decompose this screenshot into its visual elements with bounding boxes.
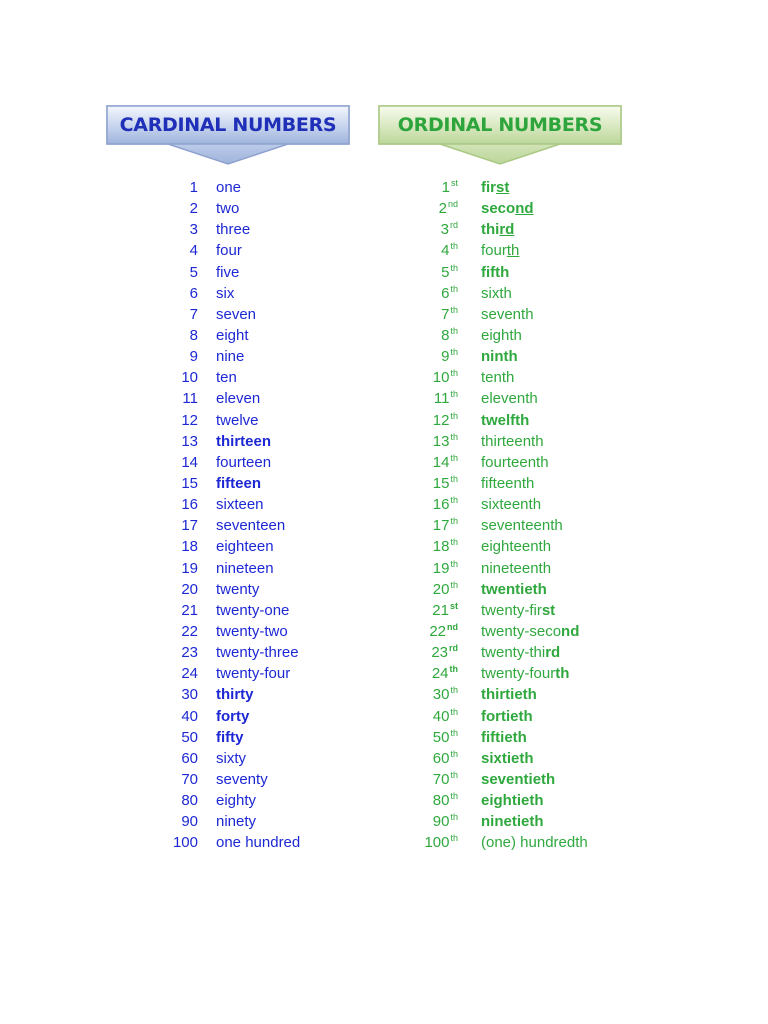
ordinal-number: 5th [441, 262, 458, 281]
ordinal-header: ORDINAL NUMBERS [397, 114, 603, 136]
ordinal-number: 2nd [438, 199, 458, 218]
ordinal-word: second [481, 200, 534, 218]
ordinal-suffix: th [449, 664, 458, 675]
cardinal-number: 80 [181, 792, 198, 810]
table-row [0, 325, 768, 346]
table-row [0, 663, 768, 684]
ordinal-word: ninetieth [481, 813, 544, 831]
cardinal-number: 9 [189, 348, 198, 366]
ordinal-number: 8th [441, 325, 458, 344]
number-table [0, 177, 768, 854]
cardinal-word: three [216, 221, 251, 239]
cardinal-number: 5 [189, 263, 198, 281]
cardinal-number: 17 [181, 517, 198, 535]
cardinal-number: 12 [181, 411, 198, 429]
ordinal-suffix: th [450, 558, 458, 569]
table-row [0, 600, 768, 621]
cardinal-header: CARDINAL NUMBERS [119, 114, 337, 136]
ordinal-word: fifth [481, 263, 510, 281]
ordinal-suffix: th [450, 241, 458, 252]
ordinal-suffix: th [450, 410, 458, 421]
ordinal-number: 60th [432, 748, 458, 767]
cardinal-word: sixty [216, 749, 246, 767]
ordinal-suffix: th [450, 368, 458, 379]
ordinal-word: third [481, 221, 515, 239]
table-row [0, 748, 768, 769]
cardinal-number: 15 [181, 474, 198, 492]
cardinal-word: fourteen [216, 453, 272, 471]
cardinal-word: five [216, 263, 240, 281]
table-row [0, 642, 768, 663]
table-row [0, 431, 768, 452]
ordinal-suffix: th [450, 431, 458, 442]
ordinal-suffix: th [450, 495, 458, 506]
table-row [0, 452, 768, 473]
cardinal-number: 21 [181, 601, 198, 619]
ordinal-suffix: nd [447, 621, 458, 632]
table-row [0, 367, 768, 388]
ordinal-word: sixtieth [481, 749, 534, 767]
ordinal-number: 40th [432, 706, 458, 725]
cardinal-word: thirty [216, 686, 254, 704]
ordinal-numbers-banner [377, 104, 623, 166]
ordinal-word: sixth [481, 284, 512, 302]
ordinal-word: eighteenth [481, 538, 552, 556]
ordinal-suffix: rd [449, 643, 458, 654]
ordinal-number: 15th [432, 473, 458, 492]
table-row [0, 621, 768, 642]
cardinal-number: 24 [181, 665, 198, 683]
cardinal-word: seventy [216, 770, 268, 788]
cardinal-word: one [216, 179, 242, 196]
cardinal-word: seven [216, 305, 257, 323]
cardinal-number: 100 [172, 834, 198, 852]
ordinal-word: eighth [481, 326, 522, 344]
cardinal-number: 90 [181, 813, 198, 831]
ordinal-suffix: th [450, 389, 458, 400]
ordinal-number: 20th [432, 579, 458, 598]
table-row [0, 769, 768, 790]
cardinal-word: eight [216, 326, 249, 344]
table-row [0, 790, 768, 811]
ordinal-number: 80th [432, 791, 458, 810]
ordinal-word: ninth [481, 348, 518, 366]
cardinal-number: 1 [189, 179, 198, 196]
ordinal-suffix: th [450, 706, 458, 717]
ordinal-number: 100th [424, 833, 458, 852]
ordinal-number: 16th [432, 495, 458, 514]
cardinal-number: 30 [181, 686, 198, 704]
table-row [0, 558, 768, 579]
cardinal-number: 11 [182, 390, 198, 408]
ordinal-number: 21st [432, 600, 458, 619]
cardinal-numbers-banner [105, 104, 351, 166]
ordinal-word: tenth [481, 369, 515, 387]
cardinal-number: 20 [181, 580, 198, 598]
ordinal-number: 90th [432, 812, 458, 831]
cardinal-number: 50 [181, 728, 198, 746]
table-row [0, 304, 768, 325]
cardinal-number: 13 [181, 432, 198, 450]
cardinal-word: ninety [216, 813, 257, 831]
ordinal-number: 50th [432, 727, 458, 746]
table-row [0, 346, 768, 367]
ordinal-word: fortieth [481, 707, 533, 725]
ordinal-word: fiftieth [481, 728, 527, 746]
table-row [0, 494, 768, 515]
cardinal-number: 70 [181, 770, 198, 788]
ordinal-word: twentieth [481, 580, 547, 598]
ordinal-suffix: th [450, 304, 458, 315]
table-row [0, 473, 768, 494]
cardinal-word: nine [216, 348, 245, 366]
ordinal-word: seventeenth [481, 517, 563, 535]
ordinal-word: seventieth [481, 770, 556, 788]
ordinal-suffix: nd [447, 199, 458, 210]
ordinal-suffix: st [449, 600, 458, 611]
ordinal-suffix: th [450, 473, 458, 484]
ordinal-number: 13th [432, 431, 458, 450]
cardinal-word: two [216, 200, 240, 218]
cardinal-word: twelve [216, 411, 259, 429]
ordinal-word: sixteenth [481, 496, 542, 514]
table-row [0, 536, 768, 557]
ordinal-number: 23rd [431, 643, 458, 662]
ordinal-number: 9th [441, 347, 458, 366]
cardinal-word: forty [216, 707, 250, 725]
ordinal-suffix: th [450, 685, 458, 696]
table-row [0, 198, 768, 219]
ordinal-suffix: rd [449, 220, 458, 231]
cardinal-word: four [216, 242, 242, 260]
cardinal-number: 2 [189, 200, 198, 218]
cardinal-number: 6 [189, 284, 198, 302]
ordinal-suffix: th [450, 833, 458, 844]
cardinal-word: seventeen [216, 517, 286, 535]
table-row [0, 727, 768, 748]
cardinal-number: 7 [189, 305, 198, 323]
ordinal-word: fifteenth [481, 474, 535, 492]
ordinal-suffix: th [450, 325, 458, 336]
ordinal-number: 22nd [429, 621, 458, 640]
ordinal-suffix: th [450, 516, 458, 527]
cardinal-word: six [216, 284, 235, 302]
ordinal-word: first [481, 179, 510, 196]
cardinal-number: 60 [181, 749, 198, 767]
ordinal-word: eleventh [481, 390, 538, 408]
ordinal-suffix: th [450, 579, 458, 590]
ordinal-word: fourteenth [481, 453, 549, 471]
cardinal-word: eighty [216, 792, 257, 810]
cardinal-number: 4 [189, 242, 198, 260]
cardinal-word: eleven [216, 390, 261, 408]
ordinal-word: twenty-first [481, 601, 556, 619]
cardinal-word: twenty-three [216, 644, 299, 662]
ordinal-word: twenty-third [481, 644, 561, 662]
cardinal-number: 16 [181, 496, 198, 514]
cardinal-word: one hundred [216, 834, 301, 852]
cardinal-number: 3 [189, 221, 198, 239]
ordinal-number: 18th [432, 537, 458, 556]
table-row [0, 706, 768, 727]
cardinal-word: twenty [216, 580, 260, 598]
table-row [0, 388, 768, 409]
ordinal-word: eightieth [481, 792, 544, 810]
table-row [0, 410, 768, 431]
table-row [0, 219, 768, 240]
ordinal-word: twenty-fourth [481, 665, 570, 683]
ordinal-number: 70th [432, 769, 458, 788]
ordinal-number: 3rd [440, 220, 458, 239]
ordinal-word: thirteenth [481, 432, 544, 450]
cardinal-word: twenty-one [216, 601, 290, 619]
cardinal-number: 10 [181, 369, 198, 387]
ordinal-number: 19th [432, 558, 458, 577]
cardinal-word: thirteen [216, 432, 272, 450]
table-row [0, 283, 768, 304]
ordinal-word: seventh [481, 305, 534, 323]
table-row [0, 177, 768, 198]
ordinal-number: 30th [432, 685, 458, 704]
ordinal-number: 14th [432, 452, 458, 471]
ordinal-suffix: th [450, 812, 458, 823]
ordinal-number: 24th [431, 664, 458, 683]
cardinal-number: 40 [181, 707, 198, 725]
cardinal-number: 14 [181, 453, 198, 471]
table-row [0, 811, 768, 832]
cardinal-word: twenty-four [216, 665, 291, 683]
table-row [0, 515, 768, 536]
ordinal-number: 17th [432, 516, 458, 535]
cardinal-number: 19 [181, 559, 198, 577]
ordinal-suffix: th [450, 283, 458, 294]
ordinal-word: thirtieth [481, 686, 537, 704]
table-row [0, 579, 768, 600]
ordinal-number: 4th [441, 241, 458, 260]
ordinal-word: twenty-second [481, 622, 580, 640]
ordinal-number: 11th [433, 389, 458, 408]
ordinal-number: 12th [432, 410, 458, 429]
ordinal-suffix: th [450, 537, 458, 548]
table-row [0, 262, 768, 283]
table-row [0, 240, 768, 261]
cardinal-word: nineteen [216, 559, 274, 577]
ordinal-number: 10th [432, 368, 458, 387]
cardinal-word: fifteen [216, 474, 261, 492]
ordinal-number: 7th [441, 304, 458, 323]
cardinal-number: 18 [181, 538, 198, 556]
table-row [0, 684, 768, 705]
cardinal-number: 8 [189, 326, 198, 344]
ordinal-suffix: th [450, 347, 458, 358]
cardinal-word: sixteen [216, 496, 264, 514]
ordinal-suffix: th [450, 769, 458, 780]
ordinal-suffix: th [450, 727, 458, 738]
ordinal-suffix: th [450, 452, 458, 463]
cardinal-number: 23 [181, 644, 198, 662]
ordinal-suffix: th [450, 791, 458, 802]
cardinal-number: 22 [181, 622, 198, 640]
ordinal-number: 1st [441, 178, 458, 196]
ordinal-number: 6th [441, 283, 458, 302]
cardinal-word: eighteen [216, 538, 274, 556]
ordinal-word: fourth [481, 242, 520, 260]
cardinal-word: ten [216, 369, 237, 387]
ordinal-word: nineteenth [481, 559, 552, 577]
cardinal-word: fifty [216, 728, 244, 746]
table-row [0, 832, 768, 853]
ordinal-suffix: st [450, 178, 458, 188]
ordinal-word: twelfth [481, 411, 530, 429]
cardinal-word: twenty-two [216, 622, 288, 640]
ordinal-suffix: th [450, 748, 458, 759]
ordinal-suffix: th [450, 262, 458, 273]
ordinal-word: (one) hundredth [481, 834, 588, 852]
